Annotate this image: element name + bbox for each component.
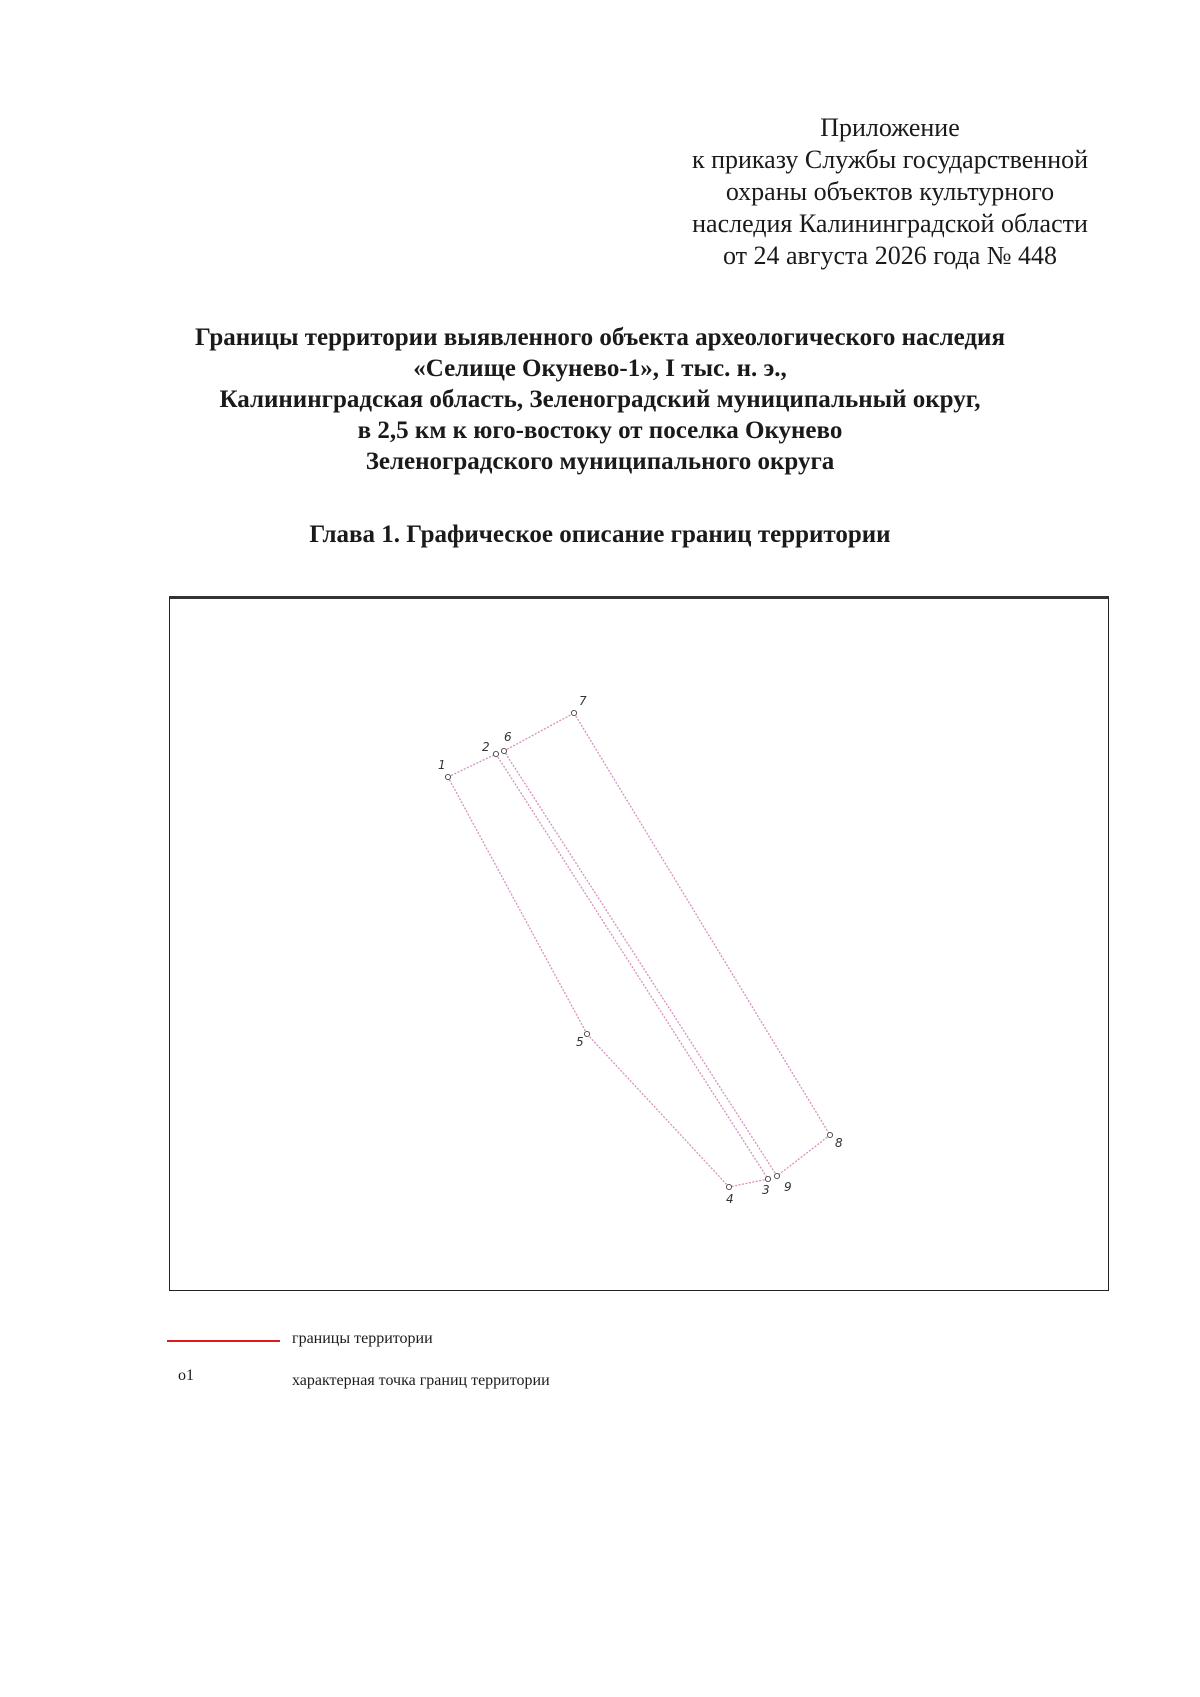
boundary-point-label-2: 2 bbox=[482, 740, 490, 754]
boundary-point-6 bbox=[501, 748, 506, 753]
title-line-4: в 2,5 км к юго-востоку от поселка Окунево bbox=[357, 417, 843, 444]
document-title bbox=[60, 322, 1140, 477]
chapter-heading: Глава 1. Графическое описание границ территории bbox=[309, 521, 891, 548]
boundary-segment-7-8 bbox=[574, 713, 830, 1135]
boundary-point-label-1: 1 bbox=[438, 758, 446, 772]
boundary-point-4 bbox=[726, 1184, 731, 1189]
boundary-point-1 bbox=[445, 774, 450, 779]
boundary-segment-4-5 bbox=[587, 1034, 729, 1187]
boundary-segment-2-3 bbox=[496, 754, 768, 1179]
boundary-point-9 bbox=[774, 1173, 779, 1178]
legend-boundary-line bbox=[167, 1340, 280, 1342]
legend-point-symbol: o1 bbox=[178, 1367, 194, 1384]
title-line-5: Зеленоградского муниципального округа bbox=[365, 448, 835, 475]
appendix-line-5: от 24 августа 2026 года № 448 bbox=[722, 241, 1058, 270]
boundary-point-label-8: 8 bbox=[835, 1136, 843, 1150]
boundary-segment-8-9 bbox=[777, 1135, 830, 1176]
boundary-point-8 bbox=[827, 1132, 832, 1137]
boundary-point-7 bbox=[571, 710, 576, 715]
boundary-point-label-4: 4 bbox=[726, 1192, 734, 1206]
title-line-1: Границы территории выявленного объекта археологического наследия bbox=[195, 324, 1005, 351]
boundary-point-label-3: 3 bbox=[762, 1183, 770, 1197]
legend-boundary-text: границы территории bbox=[292, 1330, 433, 1347]
boundary-point-2 bbox=[493, 751, 498, 756]
boundary-point-label-5: 5 bbox=[576, 1035, 584, 1049]
boundary-segment-9-6 bbox=[504, 751, 777, 1176]
boundary-point-5 bbox=[584, 1031, 589, 1036]
boundary-segment-1-2 bbox=[448, 754, 496, 777]
boundary-map bbox=[169, 596, 1109, 1291]
boundary-points bbox=[438, 694, 843, 1206]
appendix-line-4: наследия Калининградской области bbox=[692, 209, 1088, 238]
boundary-map-drawing bbox=[170, 599, 1110, 1294]
appendix-line-2: к приказу Службы государственной bbox=[691, 145, 1089, 174]
appendix-line-3: охраны объектов культурного bbox=[725, 177, 1055, 206]
boundary-segment-5-1 bbox=[448, 777, 587, 1034]
appendix-header bbox=[640, 112, 1140, 272]
boundary-lines bbox=[448, 713, 830, 1187]
appendix-line-1: Приложение bbox=[820, 113, 960, 142]
boundary-point-label-9: 9 bbox=[784, 1180, 792, 1194]
boundary-point-3 bbox=[765, 1176, 770, 1181]
boundary-point-label-7: 7 bbox=[579, 694, 587, 708]
boundary-segment-6-7 bbox=[504, 713, 574, 751]
title-line-2: «Селище Окунево-1», I тыс. н. э., bbox=[413, 355, 787, 382]
boundary-point-label-6: 6 bbox=[504, 730, 512, 744]
legend-point-text: характерная точка границ территории bbox=[292, 1372, 550, 1389]
title-line-3: Калининградская область, Зеленоградский муниципальный округ, bbox=[219, 386, 981, 413]
